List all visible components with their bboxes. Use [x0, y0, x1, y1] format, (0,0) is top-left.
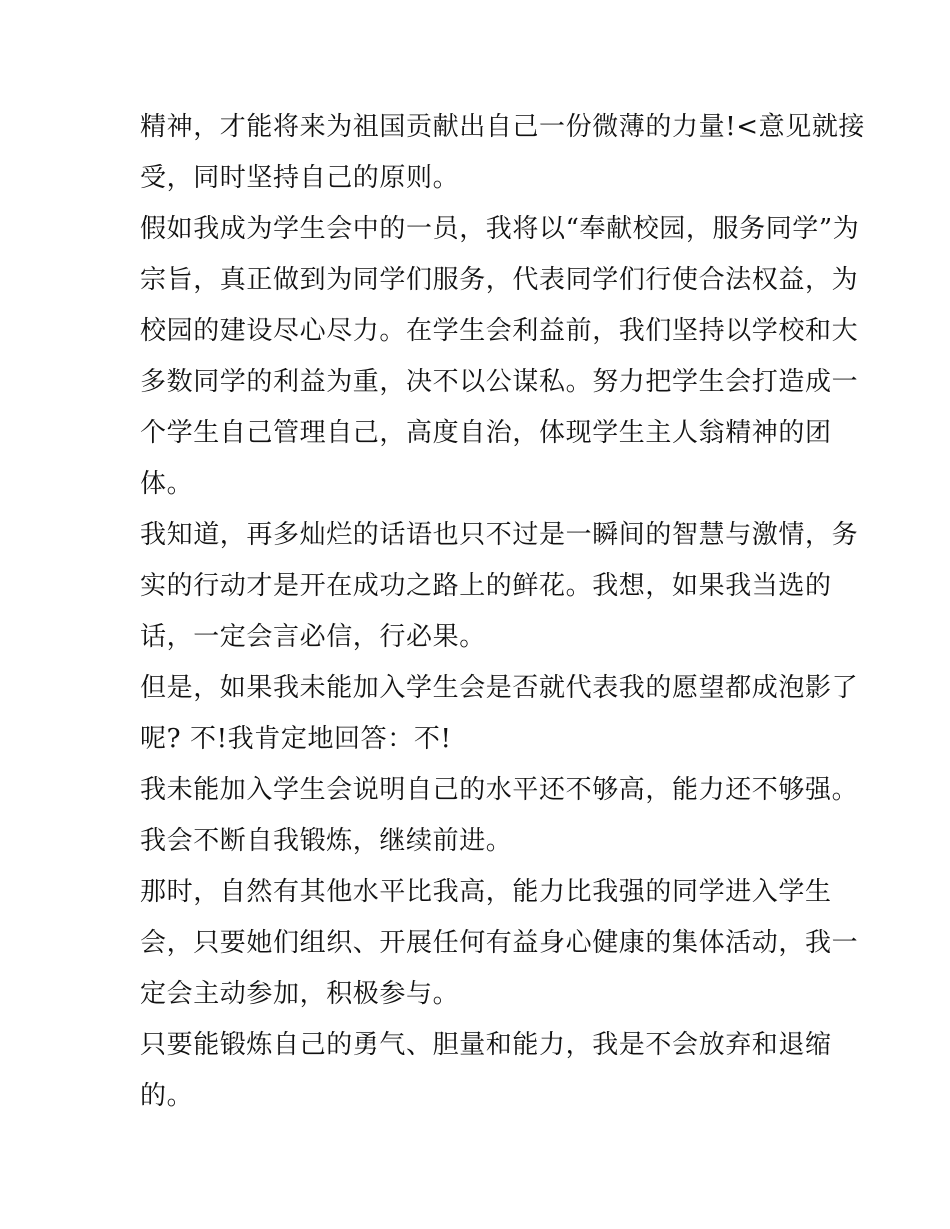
text-line: 会，只要她们组织、开展任何有益身心健康的集体活动，我一 — [140, 928, 859, 958]
text-line: 实的行动才是开在成功之路上的鲜花。我想，如果我当选的 — [140, 571, 832, 601]
text-line: 体。 — [140, 469, 194, 499]
paragraph-7 — [140, 1020, 832, 1122]
text-line: 的。 — [140, 1081, 194, 1111]
text-line: 受，同时坚持自己的原则。 — [140, 163, 460, 193]
text-line: 宗旨，真正做到为同学们服务，代表同学们行使合法权益，为 — [140, 265, 859, 295]
text-line: 校园的建设尽心尽力。在学生会利益前，我们坚持以学校和大 — [140, 316, 859, 346]
paragraph-6 — [140, 867, 859, 1020]
paragraph-2 — [140, 204, 860, 510]
text-line: 我未能加入学生会说明自己的水平还不够高，能力还不够强。 — [140, 775, 859, 805]
text-line: 那时，自然有其他水平比我高，能力比我强的同学进入学生 — [140, 877, 832, 907]
text-line: 只要能锻炼自己的勇气、胆量和能力，我是不会放弃和退缩 — [140, 1030, 832, 1060]
text-line: 话，一定会言必信，行必果。 — [140, 622, 486, 652]
text-line: 假如我成为学生会中的一员，我将以“奉献校园，服务同学”为 — [140, 214, 860, 244]
paragraph-3 — [140, 510, 859, 663]
text-line: 我会不断自我锻炼，继续前进。 — [140, 826, 513, 856]
text-line: 但是，如果我未能加入学生会是否就代表我的愿望都成泡影了 — [140, 673, 859, 703]
paragraph-5 — [140, 765, 859, 867]
text-line: 个学生自己管理自己，高度自治，体现学生主人翁精神的团 — [140, 418, 832, 448]
text-line: 呢? 不!我肯定地回答：不! — [140, 724, 452, 754]
text-line: 定会主动参加，积极参与。 — [140, 979, 460, 1009]
paragraph-4 — [140, 663, 859, 765]
body-text — [140, 102, 866, 1122]
text-line: 精神，才能将来为祖国贡献出自己一份微薄的力量!<意见就接 — [140, 112, 866, 142]
text-line: 多数同学的利益为重，决不以公谋私。努力把学生会打造成一 — [140, 367, 859, 397]
paragraph-1 — [140, 102, 866, 204]
text-line: 我知道，再多灿烂的话语也只不过是一瞬间的智慧与激情，务 — [140, 520, 859, 550]
